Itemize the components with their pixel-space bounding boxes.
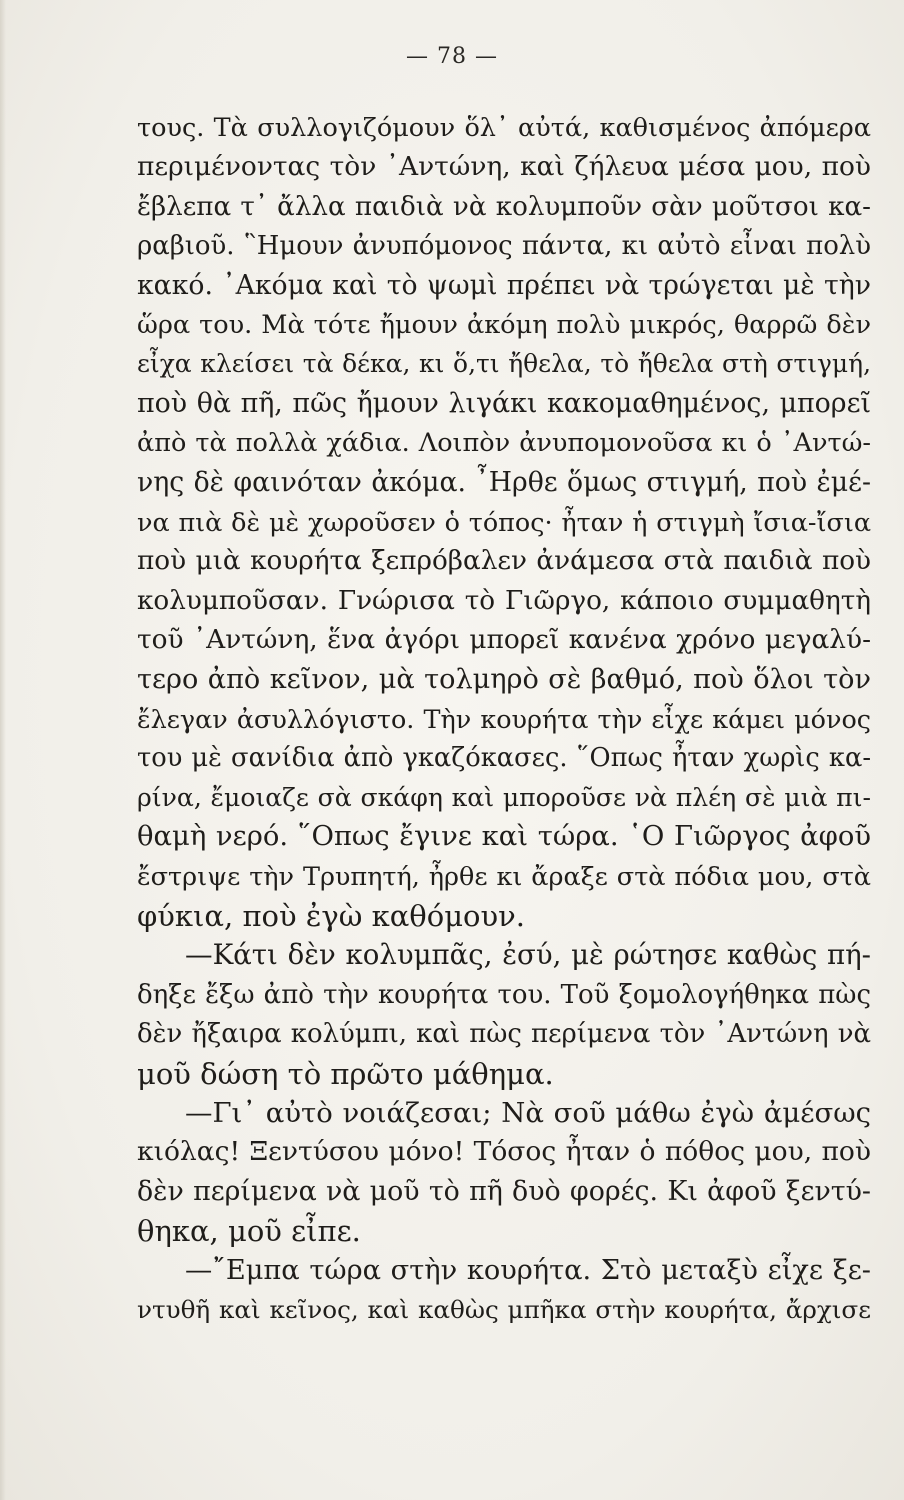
text-line: —Κάτι δὲν κολυμπᾶς, ἐσύ, μὲ ρώτησε καθὼς πή- [185,938,871,972]
page-number: — 78 — [406,44,498,69]
text-line: θηκα, μοῦ εἶπε. [137,1214,361,1249]
text-line: ποὺ θὰ πῆ, πῶς ἤμουν λιγάκι κακομαθημένος, μπορεῖ [137,387,871,419]
page-binding-shadow [0,0,6,1500]
text-line: τους. Τὰ συλλογιζόμουν ὅλ᾽ αὐτά, καθισμένος ἀπόμερα [137,113,871,143]
text-line: να πιὰ δὲ μὲ χωροῦσεν ὁ τόπος· ἦταν ἡ στιγμὴ ἴσια-ἴσια [137,507,871,537]
text-line: ἔλεγαν ἀσυλλόγιστο. Τὴν κουρήτα τὴν εἶχε κάμει μόνος [137,704,871,734]
text-line: —Γι᾽ αὐτὸ νοιάζεσαι; Νὰ σοῦ μάθω ἐγὼ ἀμέσως [185,1097,871,1129]
text-line: μοῦ δώση τὸ πρῶτο μάθημα. [137,1056,554,1091]
text-line: ντυθῆ καὶ κεῖνος, καὶ καθὼς μπῆκα στὴν κουρήτα, ἄρχισε [137,1295,871,1324]
text-line: τερο ἀπὸ κεῖνον, μὰ τολμηρὸ σὲ βαθμό, ποὺ ὅλοι τὸν [137,663,871,695]
text-line: θαμὴ νερό. ῞Οπως ἔγινε καὶ τώρα. ῾Ο Γιῶργος ἀφοῦ [137,821,871,853]
text-line: κακό. ᾽Ακόμα καὶ τὸ ψωμὶ πρέπει νὰ τρώγεται μὲ τὴν [137,269,871,301]
text-line: νης δὲ φαινόταν ἀκόμα. ῏Ηρθε ὅμως στιγμή, ποὺ ἐμέ- [137,466,871,498]
text-line: ὥρα του. Μὰ τότε ἤμουν ἀκόμη πολὺ μικρός, θαρρῶ δὲν [137,310,871,340]
text-line: ἔβλεπα τ᾽ ἄλλα παιδιὰ νὰ κολυμποῦν σὰν μοῦτσοι κα- [137,191,871,222]
text-line: δηξε ἔξω ἀπὸ τὴν κουρήτα του. Τοῦ ξομολογήθηκα πὼς [137,979,871,1010]
text-line: του μὲ σανίδια ἀπὸ γκαζόκασες. ῞Οπως ἦταν χωρὶς κα- [137,743,871,774]
text-line: —῎Εμπα τώρα στὴν κουρήτα. Στὸ μεταξὺ εἶχε ξε- [185,1254,871,1286]
text-line: εἶχα κλείσει τὰ δέκα, κι ὅ,τι ἤθελα, τὸ ἤθελα στὴ στιγμή, [137,349,871,379]
text-line: δὲν ἤξαιρα κολύμπι, καὶ πὼς περίμενα τὸν ᾽Αντώνη νὰ [137,1019,871,1050]
text-line: κιόλας! Ξεντύσου μόνο! Τόσος ἦταν ὁ πόθος μου, ποὺ [137,1136,871,1168]
text-line: περιμένοντας τὸν ᾽Αντώνη, καὶ ζήλευα μέσα μου, ποὺ [137,151,871,183]
text-line: τοῦ ᾽Αντώνη, ἕνα ἀγόρι μπορεῖ κανένα χρόνο μεγαλύ- [137,624,871,656]
text-line: φύκια, ποὺ ἐγὼ καθόμουν. [137,899,525,933]
text-line: ἔστριψε τὴν Τρυπητή, ἦρθε κι ἄραξε στὰ πόδια μου, στὰ [137,861,871,892]
text-line: ποὺ μιὰ κουρήτα ξεπρόβαλεν ἀνάμεσα στὰ παιδιὰ ποὺ [137,546,871,577]
text-line: κολυμποῦσαν. Γνώρισα τὸ Γιῶργο, κάποιο συμμαθητὴ [137,585,871,616]
text-line: δὲν περίμενα νὰ μοῦ τὸ πῆ δυὸ φορές. Κι ἀφοῦ ξεντύ- [137,1175,871,1207]
text-line: ρίνα, ἔμοιαζε σὰ σκάφη καὶ μποροῦσε νὰ πλέη σὲ μιὰ πι- [137,782,871,812]
text-line: ἀπὸ τὰ πολλὰ χάδια. Λοιπὸν ἀνυπομονοῦσα κι ὁ ᾽Αντώ- [137,428,871,459]
text-line: ραβιοῦ. ῝Ημουν ἀνυπόμονος πάντα, κι αὐτὸ εἶναι πολὺ [137,231,871,262]
